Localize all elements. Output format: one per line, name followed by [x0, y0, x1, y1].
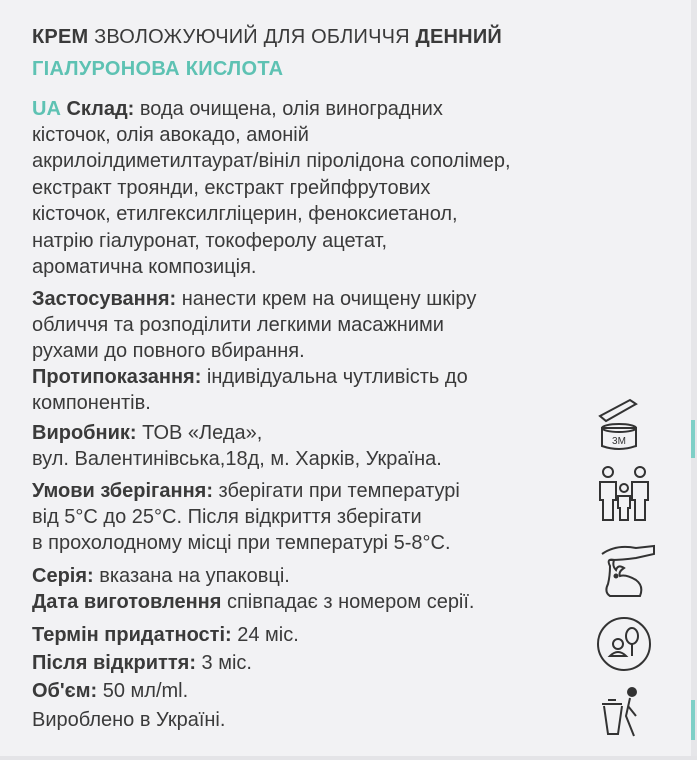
manufacturer-label: Виробник: — [32, 422, 137, 444]
composition-line: кісточок, етилгексилгліцерин, феноксиетанол, — [32, 203, 458, 225]
manufacturer-line — [32, 420, 262, 446]
contraindications-label: Протипоказання: — [32, 366, 202, 388]
product-title — [32, 26, 502, 49]
usage-line: рухами до повного вбирання. — [32, 340, 305, 362]
composition-line: ароматична композиція. — [32, 256, 257, 278]
series-line — [32, 563, 290, 589]
edge-shadow — [691, 0, 697, 760]
edge-shadow-bottom — [0, 756, 697, 760]
rabbit-hand-icon — [596, 540, 656, 600]
production-date-value: співпадає з номером серії. — [221, 591, 475, 613]
shelf-life-value: 24 міс. — [231, 624, 299, 646]
trash-bin-icon — [596, 686, 652, 742]
storage-text: зберігати при температурі — [212, 480, 460, 502]
teal-edge-mark — [691, 700, 695, 740]
usage-line: обличчя та розподілити легкими масажними — [32, 314, 444, 336]
shelf-life-line — [32, 622, 299, 648]
storage-label: Умови зберігання: — [32, 480, 213, 502]
after-opening-line — [32, 650, 252, 676]
composition-line: кісточок, олія авокадо, амоній — [32, 124, 309, 146]
volume-value: 50 мл/ml. — [97, 680, 189, 702]
production-date-line — [32, 589, 475, 615]
series-value: вказана на упаковці. — [93, 565, 290, 587]
pao-label: 3M — [612, 436, 626, 447]
composition-line: екстракт троянди, екстракт грейпфрутових — [32, 177, 431, 199]
after-opening-label: Після відкриття: — [32, 652, 196, 674]
language-code: UA — [32, 98, 61, 120]
manufacturer-address: вул. Валентинівська,18д, м. Харків, Україна. — [32, 448, 442, 470]
contraindications-text: індивідуальна чутливість до — [201, 366, 468, 388]
storage-line: в прохолодному місці при температурі 5-8°С. — [32, 532, 451, 554]
after-opening-value: 3 міс. — [195, 652, 252, 674]
composition-line: натрію гіалуронат, токоферолу ацетат, — [32, 230, 388, 252]
title-bold-1: КРЕМ — [32, 26, 89, 48]
composition-line — [32, 96, 443, 122]
volume-line — [32, 678, 188, 704]
contraindications-line — [32, 364, 468, 390]
cosmetic-mirror-icon — [596, 616, 652, 672]
shelf-life-label: Термін придатності: — [32, 624, 232, 646]
manufacturer-text: ТОВ «Леда», — [136, 422, 263, 444]
production-date-label: Дата виготовлення — [32, 591, 222, 613]
title-regular: ЗВОЛОЖУЮЧИЙ ДЛЯ ОБЛИЧЧЯ — [88, 26, 416, 48]
contraindications-line: компонентів. — [32, 392, 151, 414]
usage-label: Застосування: — [32, 288, 177, 310]
teal-edge-mark — [691, 420, 695, 458]
product-subtitle: ГІАЛУРОНОВА КИСЛОТА — [32, 58, 284, 80]
jar-open-icon — [596, 394, 642, 452]
composition-line: акрилоілдиметилтаурат/вініл піролідона сополімер, — [32, 150, 511, 172]
usage-line — [32, 286, 476, 312]
storage-line — [32, 478, 460, 504]
composition-label: Склад: — [66, 98, 135, 120]
family-icon — [596, 464, 652, 524]
title-bold-2: ДЕННИЙ — [415, 26, 502, 48]
made-in-line: Вироблено в Україні. — [32, 709, 226, 731]
usage-text: нанести крем на очищену шкіру — [176, 288, 477, 310]
storage-line: від 5°С до 25°С. Після відкриття зберігати — [32, 506, 422, 528]
series-label: Серія: — [32, 565, 94, 587]
volume-label: Об'єм: — [32, 680, 98, 702]
composition-text: вода очищена, олія виноградних — [134, 98, 443, 120]
